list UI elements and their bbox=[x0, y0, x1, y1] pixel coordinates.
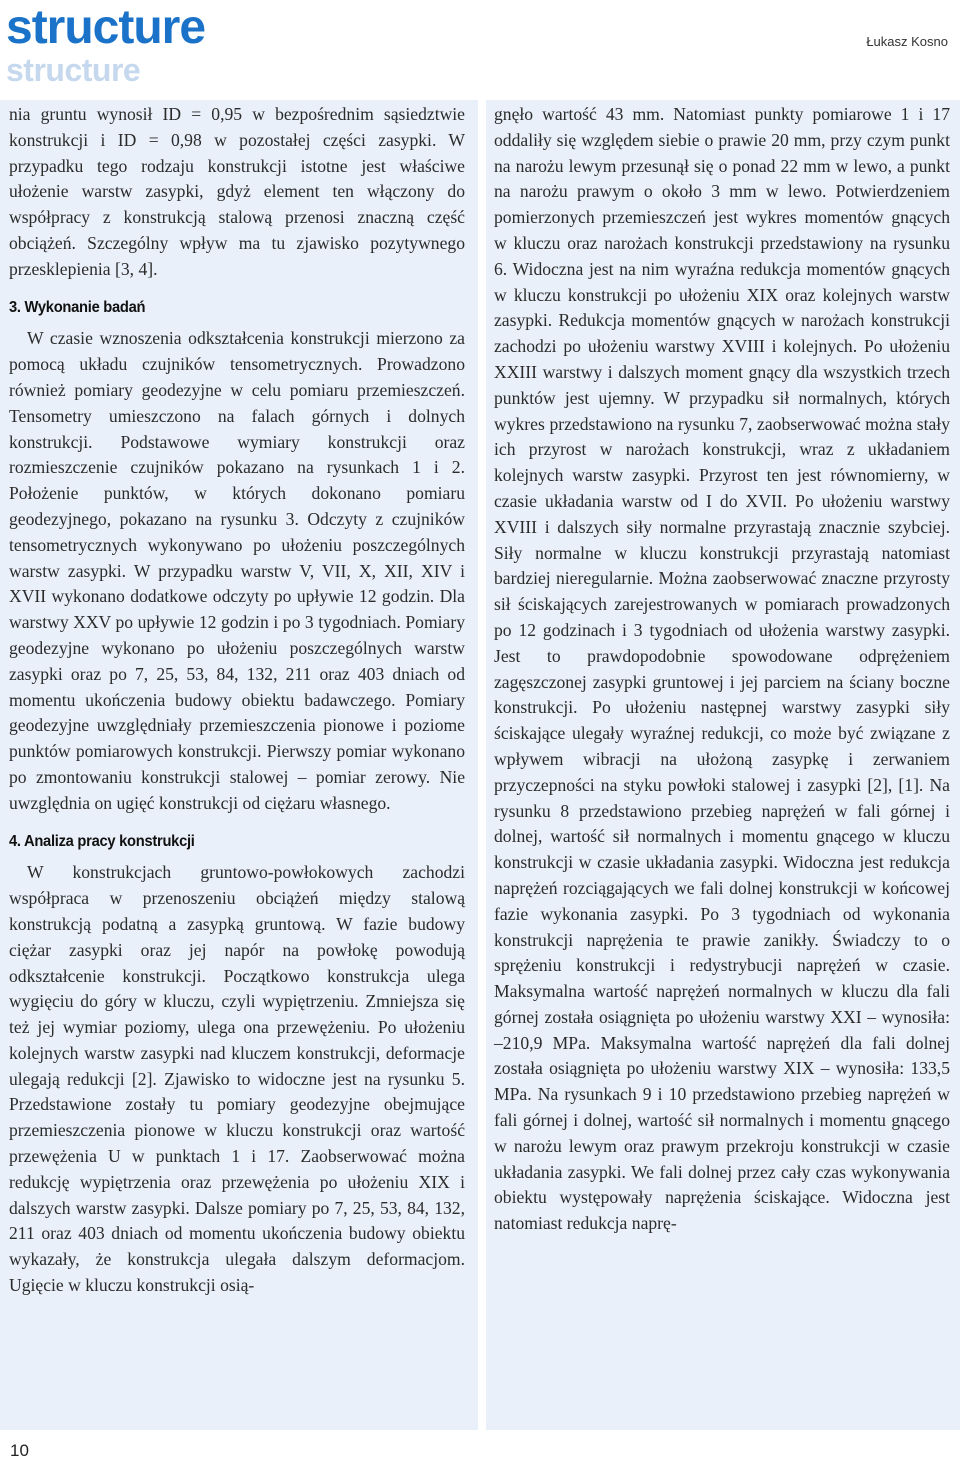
body-paragraph: W czasie wznoszenia odkształcenia konstrukcji mierzono za pomocą układu czujników tensometrycznych. Prowadzono również pomiary geodezyjne w celu pomiaru przemieszczeń. Tensometry umieszczono na falach górnych i dolnych konstrukcji. Podstawowe wymiary konstrukcji oraz rozmieszczenie czujników pokazano na rysunkach 1 i 2. Położenie punktów, w których dokonano pomiaru geodezyjnego, pokazano na rysunku 3. Odczyty z czujników tensometrycznych wykonywano po ułożeniu poszczególnych warstw zasypki. W przypadku warstw V, VII, X, XII, XIV i XVII wykonano dodatkowe odczyty po upływie 12 godzin. Dla warstwy XXV po upływie 12 godzin i po 3 tygodniach. Pomiary geodezyjne wykonano po ułożeniu poszczególnych warstw zasypki oraz po 7, 25, 53, 84, 132, 211 oraz 403 dniach od momentu ukończenia budowy obiektu badawczego. Pomiary geodezyjne uwzględniały przemieszczenia pionowe i poziome punktów pomiarowych konstrukcji. Pierwszy pomiar wykonano po zmontowaniu konstrukcji stalowej – pomiar zerowy. Nie uwzględnia on ugięć konstrukcji od ciężaru własnego. bbox=[9, 328, 465, 813]
section-heading: 4. Analiza pracy konstrukcji bbox=[9, 832, 195, 850]
logo-ghost-text: structure bbox=[6, 52, 141, 88]
section-heading: 3. Wykonanie badań bbox=[9, 298, 146, 316]
body-paragraph: gnęło wartość 43 mm. Natomiast punkty pomiarowe 1 i 17 oddaliły się względem siebie o prawie 20 mm, przy czym punkt na narożu lewym przesunął się o ponad 22 mm w lewo, a punkt na narożu prawym o około 3 mm w lewo. Potwierdzeniem pomierzonych przemieszczeń jest wykres momentów gnących w kluczu oraz narożach konstrukcji przedstawiony na rysunku 6. Widoczna jest na nim wyraźna redukcja momentów gnących w kluczu konstrukcji po ułożeniu XIX oraz kolejnych warstw zasypki. Redukcja momentów gnących w narożach konstrukcji zachodzi po ułożeniu warstwy XVIII i kolejnych. Po ułożeniu XXIII warstwy i dalszych moment gnący dla wszystkich trzech punktów jest ujemny. W przypadku sił normalnych, których wykres przedstawiono na rysunku 7, zaobserwować można stały ich przyrost w narożach konstrukcji, wraz z układaniem kolejnych warstw zasypki. Przyrost ten jest równomierny, w czasie układania warstw od I do XVII. Po ułożeniu warstwy XVIII i dalszych siły normalne przyrastają znacznie szybciej. Siły normalne w kluczu konstrukcji przyrastają natomiast bardziej nieregularnie. Można zaobserwować znaczne przyrosty sił ściskających zarejestrowanych w pomiarach prowadzonych po 12 godzinach i 3 tygodniach od ułożenia warstwy zasypki. Jest to prawdopodobnie spowodowane odprężeniem zagęszczonej zasypki gruntowej i jej parciem na ściany boczne konstrukcji. Po ułożeniu następnej warstwy zasypki siły ściskające ulegały wyraźnej redukcji, co może być związane z wpływem wibracji na ułożoną zasypkę i zerwaniem przyczepności na styku powłoki stalowej i zasypki [2], [1]. Na rysunku 8 przedstawiono przebieg naprężeń w fali górnej i dolnej, wartość sił normalnych i momentu gnącego w kluczu konstrukcji w czasie układania zasypki. Widoczna jest redukcja naprężeń rozciągających we fali dolnej konstrukcji w końcowej fazie wykonania zasypki. Po 3 tygodniach od wykonania konstrukcji naprężenia te prawie zanikły. Świadczy to o sprężeniu konstrukcji i redystrybucji naprężeń w czasie. Maksymalna wartość naprężeń normalnych w kluczu dla fali górnej została osiągnięta po ułożeniu warstwy XXI – wynosiła: –210,9 MPa. Maksymalna wartość naprężeń dla fali dolnej została osiągnięta po ułożeniu warstwy XIX – wynosiła: 133,5 MPa. Na rysunkach 9 i 10 przedstawiono przebieg naprężeń w fali górnej i dolnej, wartość sił normalnych i momentu gnącego w narożu lewym oraz prawym przekroju konstrukcji w czasie układania zasypki. We fali dolnej przez cały czas wykonywania obiektu występowały naprężenia ściskające. Widoczna jest natomiast redukcja naprę- bbox=[494, 104, 950, 1234]
left-column bbox=[9, 102, 465, 1299]
body-paragraph: W konstrukcjach gruntowo-powłokowych zachodzi współpraca w przenoszeniu obciążeń między stalową konstrukcją podatną a zasypką gruntową. W fazie budowy ciężar zasypki oraz jej napór na powłokę powodują odkształcenie konstrukcji. Początkowo konstrukcja ulega wygięciu do góry w kluczu, czyli wypiętrzeniu. Zmniejsza się też jej wymiar poziomy, ulega ona przewężeniu. Po ułożeniu kolejnych warstw zasypki nad kluczem konstrukcji, deformacje ulegają redukcji [2]. Zjawisko to widoczne jest na rysunku 5. Przedstawione zostały tu pomiary geodezyjne obejmujące przemieszczenia pionowe w kluczu konstrukcji oraz wartość przewężenia U w punktach 1 i 17. Zaobserwować można redukcję wypiętrzenia oraz przewężenia po ułożeniu XIX i dalszych warstw zasypki. Dalsze pomiary po 7, 25, 53, 84, 132, 211 oraz 403 dniach od momentu ukończenia budowy obiektu wykazały, że konstrukcja ulegała dalszym deformacjom. Ugięcie w kluczu konstrukcji osią- bbox=[9, 862, 465, 1296]
right-column bbox=[494, 102, 950, 1237]
logo-text: structure bbox=[6, 1, 206, 54]
author-name: Łukasz Kosno bbox=[866, 34, 948, 49]
page-number: 10 bbox=[10, 1441, 29, 1460]
magazine-logo bbox=[6, 1, 326, 88]
body-paragraph: nia gruntu wynosił ID = 0,95 w bezpośrednim sąsiedztwie konstrukcji i ID = 0,98 w pozostałej części zasypki. W przypadku tego rodzaju konstrukcji istotne jest właściwe ułożenie warstw zasypki, gdyż element ten włączony do współpracy z konstrukcją stalową przenosi znaczną część obciążeń. Szczególny wpływ ma tu zjawisko pozytywnego przesklepienia [3, 4]. bbox=[9, 104, 465, 279]
